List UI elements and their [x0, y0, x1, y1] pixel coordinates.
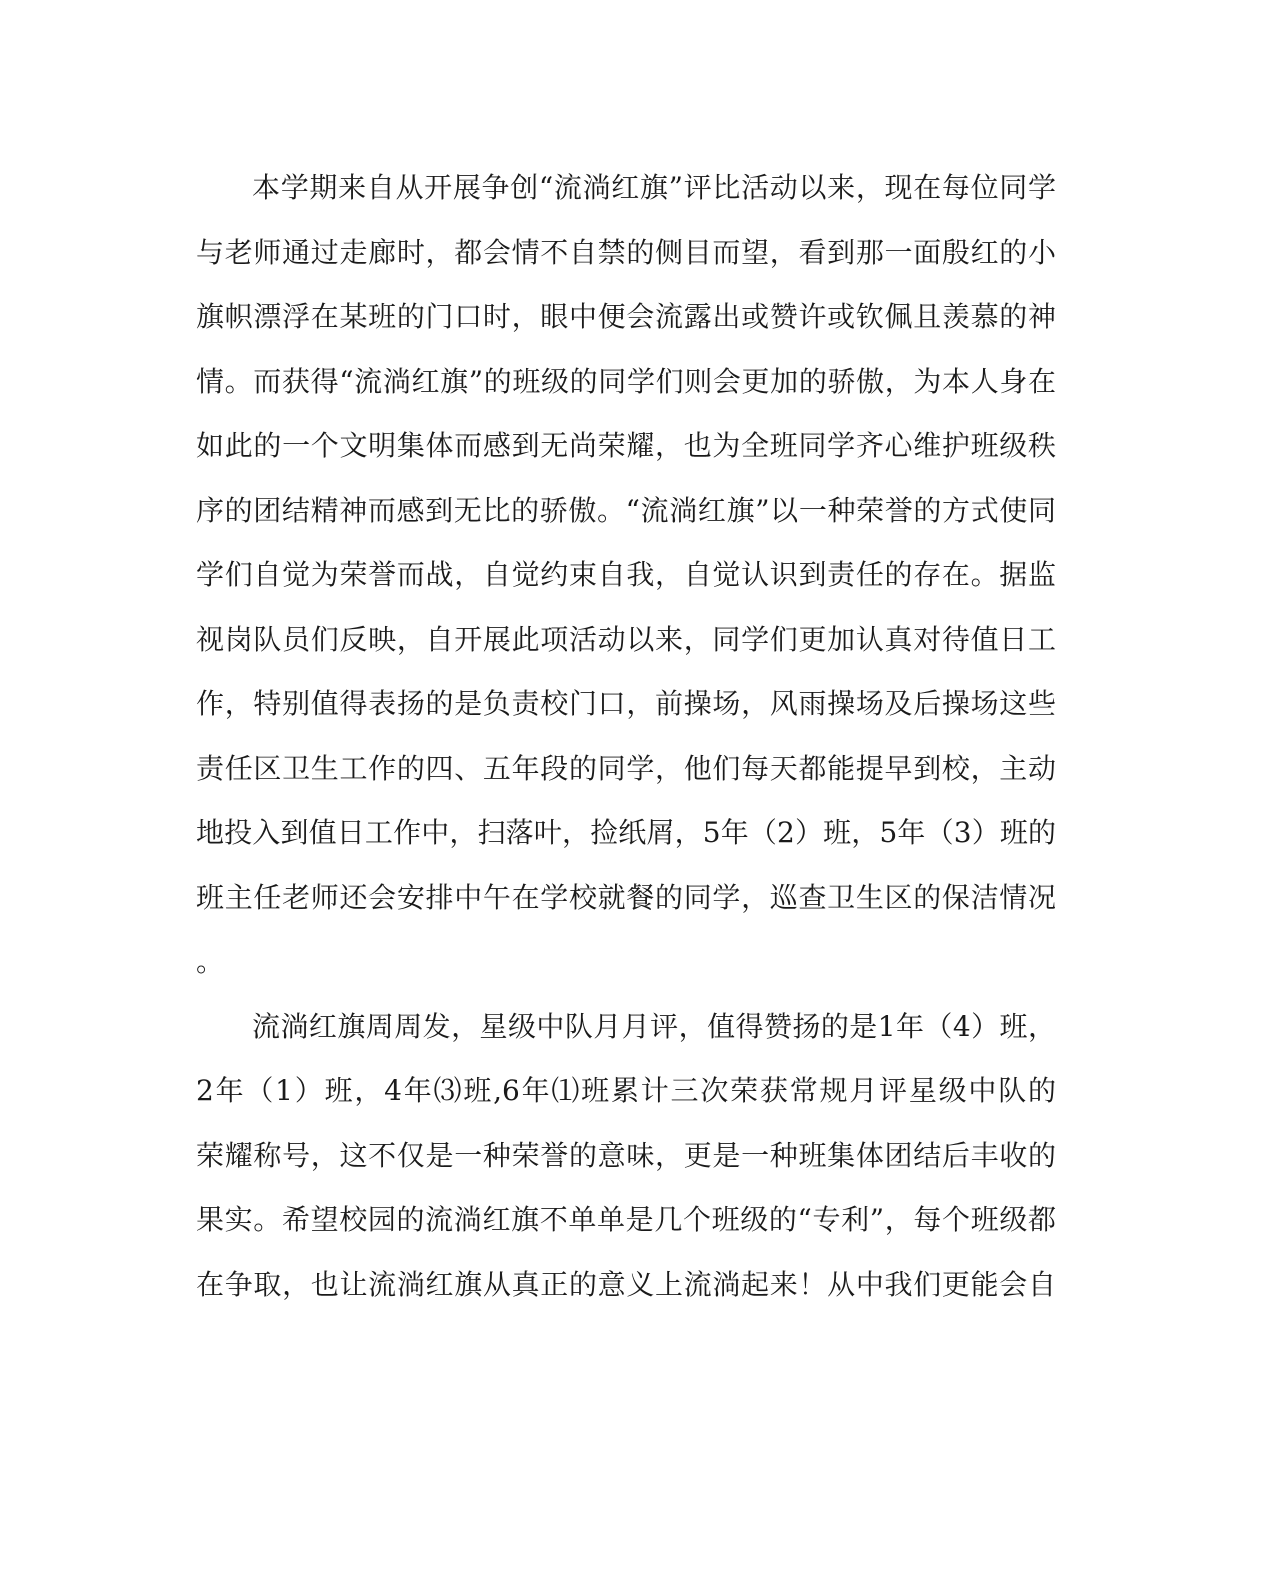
paragraph-2-line-3: 荣耀称号，这不仅是一种荣誉的意味，更是一种班集体团结后丰收的 [196, 1138, 1056, 1172]
paragraph-2-line-2: 2年（1）班，4年⑶班,6年⑴班累计三次荣获常规月评星级中队的 [196, 1074, 1056, 1107]
paragraph-1-line-9: 作，特别值得表扬的是负责校门口，前操场，风雨操场及后操场这些 [196, 687, 1056, 720]
paragraph-1-line-3: 旗帜漂浮在某班的门口时，眼中便会流露出或赞许或钦佩且羡慕的神 [196, 300, 1056, 333]
paragraph-1-line-8: 视岗队员们反映，自开展此项活动以来，同学们更加认真对待值日工 [196, 622, 1056, 656]
paragraph-1-line-12: 班主任老师还会安排中午在学校就餐的同学，巡查卫生区的保洁情况 [196, 880, 1056, 914]
paragraph-2-line-5: 在争取，也让流淌红旗从真正的意义上流淌起来！从中我们更能会自 [196, 1267, 1056, 1301]
paragraph-1-line-6: 序的团结精神而感到无比的骄傲。“流淌红旗”以一种荣誉的方式使同 [196, 493, 1056, 527]
paragraph-1-line-4: 情。而获得“流淌红旗”的班级的同学们则会更加的骄傲，为本人身在 [196, 364, 1056, 398]
paragraph-1-line-1: 本学期来自从开展争创“流淌红旗”评比活动以来，现在每位同学 [252, 171, 1056, 204]
paragraph-1-line-13: 。 [196, 945, 225, 978]
paragraph-2-line-1: 流淌红旗周周发，星级中队月月评，值得赞扬的是1年（4）班， [252, 1009, 1056, 1043]
paragraph-1-line-5: 如此的一个文明集体而感到无尚荣耀，也为全班同学齐心维护班级秩 [196, 429, 1056, 462]
paragraph-1-line-10: 责任区卫生工作的四、五年段的同学，他们每天都能提早到校，主动 [196, 751, 1056, 785]
paragraph-1-line-11: 地投入到值日工作中，扫落叶，捡纸屑，5年（2）班，5年（3）班的 [196, 816, 1056, 849]
paragraph-1-line-2: 与老师通过走廊时，都会情不自禁的侧目而望，看到那一面殷红的小 [196, 235, 1056, 269]
paragraph-1-line-7: 学们自觉为荣誉而战，自觉约束自我，自觉认识到责任的存在。据监 [196, 558, 1056, 591]
paragraph-2-line-4: 果实。希望校园的流淌红旗不单单是几个班级的“专利”，每个班级都 [196, 1203, 1056, 1236]
